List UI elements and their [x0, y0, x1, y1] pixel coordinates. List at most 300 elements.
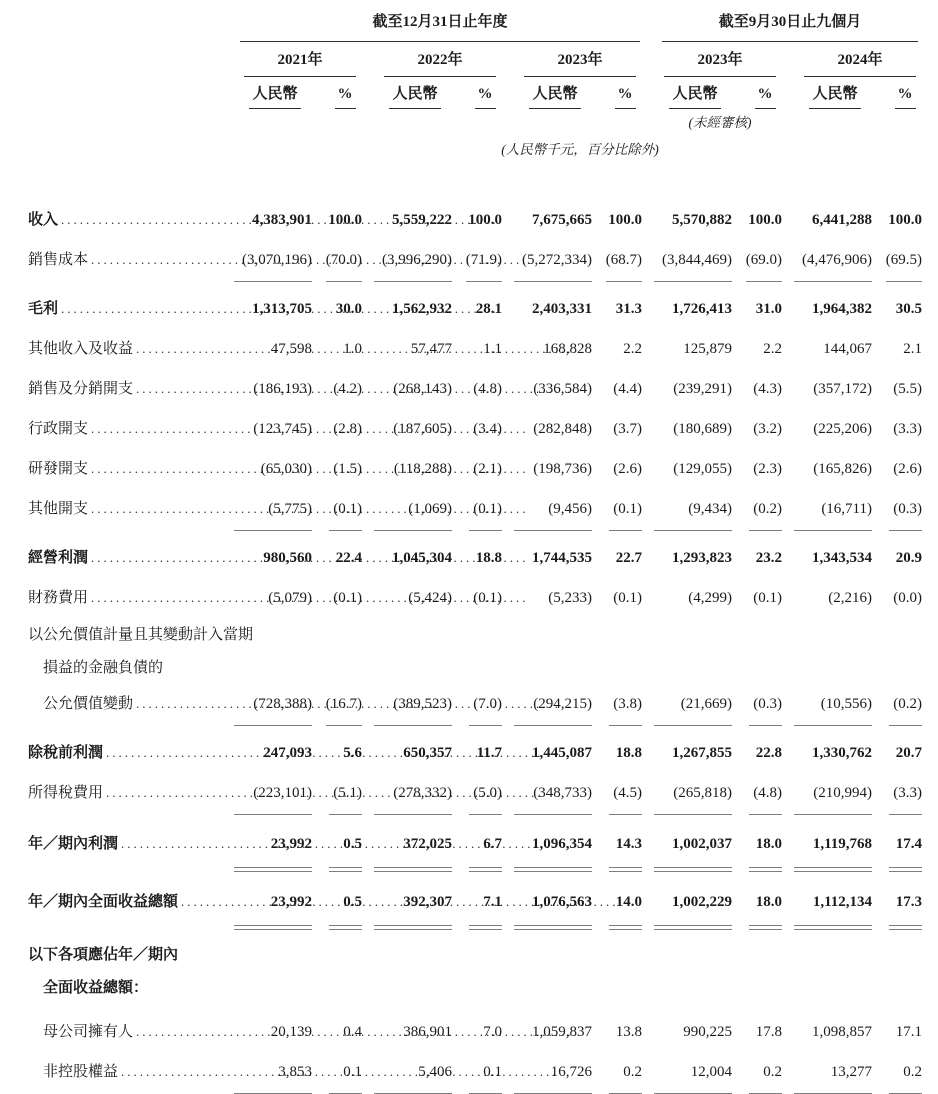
- percent-value-cell: [460, 775, 510, 815]
- percent-value: 0.1: [329, 1054, 362, 1094]
- percent-value: (4.8): [473, 381, 502, 397]
- percent-value-cell: [460, 735, 510, 774]
- rmb-value: 12,004: [654, 1054, 732, 1094]
- rmb-value: (65,030): [260, 461, 312, 477]
- percent-value: 31.3: [615, 301, 642, 317]
- percent-value: (0.0): [893, 590, 922, 606]
- percent-value-cell: [320, 242, 370, 282]
- rmb-value-cell: [510, 1054, 600, 1094]
- percent-value-cell: [320, 451, 370, 490]
- percent-value-cell: [320, 371, 370, 410]
- rmb-value: 4,383,901: [252, 212, 312, 228]
- percent-value-cell: [320, 1054, 370, 1094]
- percent-value: (5.0): [469, 775, 502, 815]
- rmb-value-cell: [370, 540, 460, 579]
- table-row: [28, 539, 938, 579]
- rmb-value: (728,388): [234, 686, 312, 726]
- percent-value: 18.8: [615, 745, 642, 761]
- row-label: 財務費用: [28, 590, 89, 606]
- rmb-value-cell: [230, 1014, 320, 1053]
- percent-value: (68.7): [606, 242, 642, 282]
- percent-value-cell: [740, 491, 790, 531]
- rmb-value: (223,101): [234, 775, 312, 815]
- percent-column-header: %: [615, 83, 636, 109]
- rmb-value-cell: [510, 580, 600, 619]
- rmb-value: (198,736): [533, 461, 592, 477]
- table-row: [28, 1053, 938, 1094]
- percent-value: 14.3: [609, 824, 642, 868]
- rmb-value: 47,598: [270, 341, 312, 357]
- percent-value-cell: [880, 1054, 930, 1094]
- row-label: 非控股權益: [43, 1064, 119, 1080]
- rmb-value: (186,193): [253, 381, 312, 397]
- rmb-value-cell: [790, 371, 880, 410]
- rmb-value-cell: [230, 451, 320, 490]
- rmb-value: (5,424): [408, 590, 452, 606]
- percent-value: 100.0: [888, 212, 922, 228]
- rmb-value-cell: [370, 882, 460, 931]
- rmb-value: 1,744,535: [532, 550, 592, 566]
- row-label: 以下各項應佔年／期內: [28, 947, 179, 963]
- percent-value: 1.1: [483, 341, 502, 357]
- rmb-value: (5,775): [234, 491, 312, 531]
- table-header-subcolumns: [28, 83, 938, 109]
- rmb-value: (5,272,334): [514, 242, 592, 282]
- rmb-value: 386,901: [403, 1024, 452, 1040]
- rmb-value-cell: [650, 202, 740, 241]
- rmb-value: (3,070,196): [234, 242, 312, 282]
- percent-value-cell: [740, 242, 790, 282]
- rmb-value: 1,112,134: [794, 882, 872, 926]
- rmb-value-cell: [370, 580, 460, 619]
- percent-value-cell: [880, 735, 930, 774]
- rmb-value-cell: [370, 291, 460, 330]
- table-row: [28, 290, 938, 330]
- rmb-value-cell: [230, 371, 320, 410]
- percent-value: (1.5): [333, 461, 362, 477]
- rmb-value: 16,726: [514, 1054, 592, 1094]
- table-row: [28, 881, 938, 931]
- rmb-value-cell: [370, 451, 460, 490]
- row-label-cell: [28, 579, 230, 617]
- percent-value: 100.0: [328, 212, 362, 228]
- table-row: [28, 652, 938, 685]
- rmb-value: 1,726,413: [672, 301, 732, 317]
- percent-column-header: %: [895, 83, 916, 109]
- header-spacer: [28, 159, 938, 201]
- rmb-value-cell: [790, 451, 880, 490]
- percent-value-cell: [740, 1014, 790, 1053]
- rmb-value: 1,343,534: [812, 550, 872, 566]
- percent-value-cell: [740, 291, 790, 330]
- table-header-years: [28, 49, 938, 77]
- rmb-value: (357,172): [813, 381, 872, 397]
- percent-value: 2.2: [623, 341, 642, 357]
- year-column-2023: 2023年: [524, 49, 636, 77]
- row-label-cell: [28, 410, 230, 448]
- percent-value: (0.2): [889, 686, 922, 726]
- table-header-groups: [28, 10, 938, 42]
- rmb-value-cell: [650, 735, 740, 774]
- rmb-value-cell: [790, 686, 880, 726]
- percent-value-cell: [880, 242, 930, 282]
- rmb-value: 1,293,823: [672, 550, 732, 566]
- rmb-value: 1,002,229: [654, 882, 732, 926]
- rmb-value: 1,096,354: [514, 824, 592, 868]
- percent-value-cell: [880, 331, 930, 370]
- row-label-cell: [28, 881, 230, 923]
- rmb-value: 650,357: [403, 745, 452, 761]
- percent-value-cell: [600, 1054, 650, 1094]
- rmb-value: 5,570,882: [672, 212, 732, 228]
- rmb-value-cell: [510, 775, 600, 815]
- rmb-value: 3,853: [234, 1054, 312, 1094]
- percent-value: (4.5): [609, 775, 642, 815]
- percent-value-cell: [600, 824, 650, 873]
- rmb-value-cell: [650, 775, 740, 815]
- row-label: 其他開支: [28, 501, 89, 517]
- rmb-value-cell: [650, 540, 740, 579]
- row-label: 全面收益總額：: [43, 980, 149, 996]
- table-row: [28, 939, 938, 972]
- percent-value-cell: [880, 491, 930, 531]
- rmb-value-cell: [790, 242, 880, 282]
- currency-column-header: 人民幣: [249, 83, 300, 109]
- percent-value-cell: [600, 735, 650, 774]
- row-label-cell: [28, 734, 230, 772]
- percent-value-cell: [460, 451, 510, 490]
- percent-value: 0.2: [889, 1054, 922, 1094]
- row-label-cell: [28, 939, 930, 972]
- row-label: 年／期內全面收益總額: [28, 894, 179, 910]
- percent-value: 7.1: [469, 882, 502, 926]
- percent-value-cell: [880, 686, 930, 726]
- row-label: 其他收入及收益: [28, 341, 134, 357]
- percent-value: 20.9: [895, 550, 922, 566]
- period-group-nine-months: 截至9月30日止九個月: [662, 10, 918, 42]
- percent-value-cell: [320, 411, 370, 450]
- rmb-value-cell: [230, 491, 320, 531]
- rmb-value: (4,299): [688, 590, 732, 606]
- rmb-value-cell: [230, 1054, 320, 1094]
- rmb-value: (165,826): [813, 461, 872, 477]
- rmb-value-cell: [370, 824, 460, 873]
- rmb-value: (282,848): [533, 421, 592, 437]
- percent-value-cell: [460, 371, 510, 410]
- percent-value: 0.2: [749, 1054, 782, 1094]
- percent-value-cell: [320, 686, 370, 726]
- rmb-value-cell: [650, 451, 740, 490]
- rmb-value: 980,560: [263, 550, 312, 566]
- table-row: [28, 201, 938, 241]
- rmb-value-cell: [370, 411, 460, 450]
- rmb-value-cell: [370, 735, 460, 774]
- rmb-value-cell: [790, 202, 880, 241]
- percent-value-cell: [880, 411, 930, 450]
- table-row: [28, 410, 938, 450]
- percent-value: 17.3: [889, 882, 922, 926]
- rmb-value-cell: [230, 411, 320, 450]
- percent-value-cell: [740, 1054, 790, 1094]
- rmb-value: (10,556): [794, 686, 872, 726]
- rmb-value-cell: [790, 491, 880, 531]
- rmb-value: 392,307: [374, 882, 452, 926]
- percent-value: (71.9): [466, 242, 502, 282]
- unaudited-note-row: [28, 114, 938, 132]
- percent-value-cell: [460, 491, 510, 531]
- rmb-value-cell: [370, 686, 460, 726]
- row-label-cell: [28, 290, 230, 328]
- rmb-value: 1,098,857: [812, 1024, 872, 1040]
- rmb-value: (5,079): [268, 590, 312, 606]
- rmb-value: (3,996,290): [374, 242, 452, 282]
- row-label: 所得稅費用: [28, 785, 104, 801]
- percent-value: (3.3): [889, 775, 922, 815]
- rmb-value-cell: [370, 371, 460, 410]
- percent-value-cell: [740, 882, 790, 931]
- rmb-value: 168,828: [543, 341, 592, 357]
- row-label-cell: [28, 201, 230, 239]
- percent-value-cell: [880, 202, 930, 241]
- percent-value-cell: [600, 540, 650, 579]
- percent-value: (3.2): [753, 421, 782, 437]
- rmb-value-cell: [790, 580, 880, 619]
- percent-value-cell: [460, 1014, 510, 1053]
- percent-value-cell: [320, 291, 370, 330]
- percent-value: 31.0: [755, 301, 782, 317]
- percent-value-cell: [460, 540, 510, 579]
- percent-value: (69.0): [746, 242, 782, 282]
- rmb-value: (9,434): [654, 491, 732, 531]
- unit-note-row: [28, 137, 938, 159]
- percent-value-cell: [740, 686, 790, 726]
- rmb-value-cell: [790, 411, 880, 450]
- row-label: 母公司擁有人: [43, 1024, 134, 1040]
- table-row: [28, 1013, 938, 1053]
- rmb-value-cell: [370, 1014, 460, 1053]
- percent-value-cell: [600, 371, 650, 410]
- currency-column-header: 人民幣: [389, 83, 440, 109]
- rmb-value-cell: [230, 775, 320, 815]
- row-label: 公允價值變動: [43, 696, 134, 712]
- rmb-value: 1,059,837: [532, 1024, 592, 1040]
- percent-value-cell: [320, 775, 370, 815]
- rmb-value-cell: [230, 331, 320, 370]
- percent-value-cell: [600, 331, 650, 370]
- percent-value: (0.1): [469, 491, 502, 531]
- row-label-cell: [28, 490, 230, 528]
- rmb-value-cell: [230, 882, 320, 931]
- rmb-value: 990,225: [683, 1024, 732, 1040]
- percent-value-cell: [320, 735, 370, 774]
- percent-value: 30.0: [335, 301, 362, 317]
- year-column-2024-9m: 2024年: [804, 49, 916, 77]
- rmb-value: (294,215): [514, 686, 592, 726]
- rmb-value: 1,330,762: [812, 745, 872, 761]
- percent-value: (0.1): [329, 491, 362, 531]
- percent-value: (69.5): [886, 242, 922, 282]
- percent-value: 100.0: [748, 212, 782, 228]
- percent-value: 7.0: [483, 1024, 502, 1040]
- percent-value-cell: [740, 580, 790, 619]
- row-label-cell: [28, 685, 230, 723]
- rmb-value-cell: [790, 1014, 880, 1053]
- table-row: [28, 734, 938, 774]
- percent-value: (2.3): [753, 461, 782, 477]
- percent-value-cell: [600, 202, 650, 241]
- row-label-cell: [28, 241, 230, 279]
- percent-value: (70.0): [326, 242, 362, 282]
- row-label-cell: [28, 619, 930, 652]
- rmb-value: (268,143): [393, 381, 452, 397]
- rmb-value: (210,994): [794, 775, 872, 815]
- row-label-cell: [28, 652, 930, 685]
- row-label: 損益的金融負債的: [43, 660, 164, 676]
- unit-note: (人民幣千元，百分比除外): [501, 142, 659, 157]
- rmb-value: 57,477: [410, 341, 452, 357]
- rmb-value-cell: [370, 775, 460, 815]
- percent-value: 6.7: [469, 824, 502, 868]
- table-row: [28, 370, 938, 410]
- percent-value-cell: [600, 775, 650, 815]
- row-label: 經營利潤: [28, 550, 89, 566]
- percent-value-cell: [320, 202, 370, 241]
- percent-value: 0.5: [329, 824, 362, 868]
- row-label: 銷售及分銷開支: [28, 381, 134, 397]
- rmb-value: 23,992: [234, 882, 312, 926]
- rmb-value-cell: [370, 242, 460, 282]
- percent-value: (0.1): [613, 590, 642, 606]
- percent-value: 100.0: [608, 212, 642, 228]
- rmb-value-cell: [650, 824, 740, 873]
- rmb-value-cell: [650, 580, 740, 619]
- percent-value: 0.2: [609, 1054, 642, 1094]
- rmb-value: (5,233): [548, 590, 592, 606]
- row-label-cell: [28, 1053, 230, 1091]
- percent-value: 2.1: [903, 341, 922, 357]
- rmb-value-cell: [230, 202, 320, 241]
- percent-value-cell: [880, 775, 930, 815]
- percent-value-cell: [740, 451, 790, 490]
- percent-value: 0.1: [469, 1054, 502, 1094]
- table-row: [28, 490, 938, 531]
- rmb-value: (265,818): [654, 775, 732, 815]
- rmb-value: (1,069): [374, 491, 452, 531]
- percent-value: (16.7): [326, 686, 362, 726]
- percent-value: (7.0): [469, 686, 502, 726]
- rmb-value: 1,964,382: [812, 301, 872, 317]
- rmb-value-cell: [510, 1014, 600, 1053]
- rmb-value: (129,055): [673, 461, 732, 477]
- rmb-value-cell: [650, 1054, 740, 1094]
- percent-value-cell: [880, 882, 930, 931]
- percent-value-cell: [600, 491, 650, 531]
- row-label-cell: [28, 972, 930, 1005]
- rmb-value-cell: [370, 331, 460, 370]
- row-label: 毛利: [28, 301, 59, 317]
- percent-column-header: %: [335, 83, 356, 109]
- percent-value: 20.7: [895, 745, 922, 761]
- percent-value: (2.6): [893, 461, 922, 477]
- percent-value: 100.0: [468, 212, 502, 228]
- percent-value-cell: [460, 202, 510, 241]
- currency-column-header: 人民幣: [669, 83, 720, 109]
- percent-value: (3.3): [893, 421, 922, 437]
- percent-value-cell: [880, 540, 930, 579]
- table-row: [28, 774, 938, 815]
- percent-value: 18.0: [749, 824, 782, 868]
- rmb-value-cell: [230, 735, 320, 774]
- percent-value-cell: [880, 371, 930, 410]
- percent-value-cell: [460, 686, 510, 726]
- percent-value-cell: [740, 824, 790, 873]
- row-label-cell: [28, 823, 230, 865]
- percent-value-cell: [460, 331, 510, 370]
- percent-value: (5.1): [329, 775, 362, 815]
- table-row: [28, 241, 938, 282]
- percent-value: (0.1): [333, 590, 362, 606]
- percent-value: 28.1: [475, 301, 502, 317]
- row-label-cell: [28, 370, 230, 408]
- row-label-cell: [28, 539, 230, 577]
- rmb-value-cell: [790, 1054, 880, 1094]
- rmb-value: (3,844,469): [654, 242, 732, 282]
- rmb-value-cell: [790, 775, 880, 815]
- percent-value-cell: [740, 371, 790, 410]
- percent-value-cell: [880, 824, 930, 873]
- rmb-value-cell: [650, 331, 740, 370]
- rmb-value: 144,067: [823, 341, 872, 357]
- rmb-value-cell: [230, 580, 320, 619]
- percent-value-cell: [600, 686, 650, 726]
- rmb-value-cell: [230, 540, 320, 579]
- percent-value: 14.0: [609, 882, 642, 926]
- percent-value-cell: [600, 1014, 650, 1053]
- percent-value-cell: [600, 291, 650, 330]
- row-label-cell: [28, 330, 230, 368]
- table-row: [28, 685, 938, 726]
- percent-value: 5.6: [343, 745, 362, 761]
- percent-value-cell: [740, 735, 790, 774]
- percent-value-cell: [460, 411, 510, 450]
- percent-column-header: %: [475, 83, 496, 109]
- row-label: 收入: [28, 212, 59, 228]
- percent-value-cell: [600, 411, 650, 450]
- rmb-value: (2,216): [828, 590, 872, 606]
- rmb-value: 20,139: [270, 1024, 312, 1040]
- unaudited-note: (未經審核): [688, 115, 752, 130]
- period-group-annual: 截至12月31日止年度: [240, 10, 640, 42]
- rmb-value-cell: [510, 242, 600, 282]
- rmb-value: (180,689): [673, 421, 732, 437]
- percent-value: 11.7: [476, 745, 502, 761]
- rmb-value: (336,584): [533, 381, 592, 397]
- rmb-value-cell: [510, 371, 600, 410]
- rmb-value: 6,441,288: [812, 212, 872, 228]
- row-label: 年／期內利潤: [28, 836, 119, 852]
- rmb-value-cell: [510, 202, 600, 241]
- percent-value-cell: [320, 491, 370, 531]
- percent-column-header: %: [755, 83, 776, 109]
- percent-value: 13.8: [615, 1024, 642, 1040]
- rmb-value-cell: [650, 491, 740, 531]
- row-label-cell: [28, 1013, 230, 1051]
- rmb-value-cell: [650, 242, 740, 282]
- percent-value-cell: [600, 242, 650, 282]
- percent-value: 0.5: [329, 882, 362, 926]
- rmb-value: 5,559,222: [392, 212, 452, 228]
- percent-value: (2.6): [613, 461, 642, 477]
